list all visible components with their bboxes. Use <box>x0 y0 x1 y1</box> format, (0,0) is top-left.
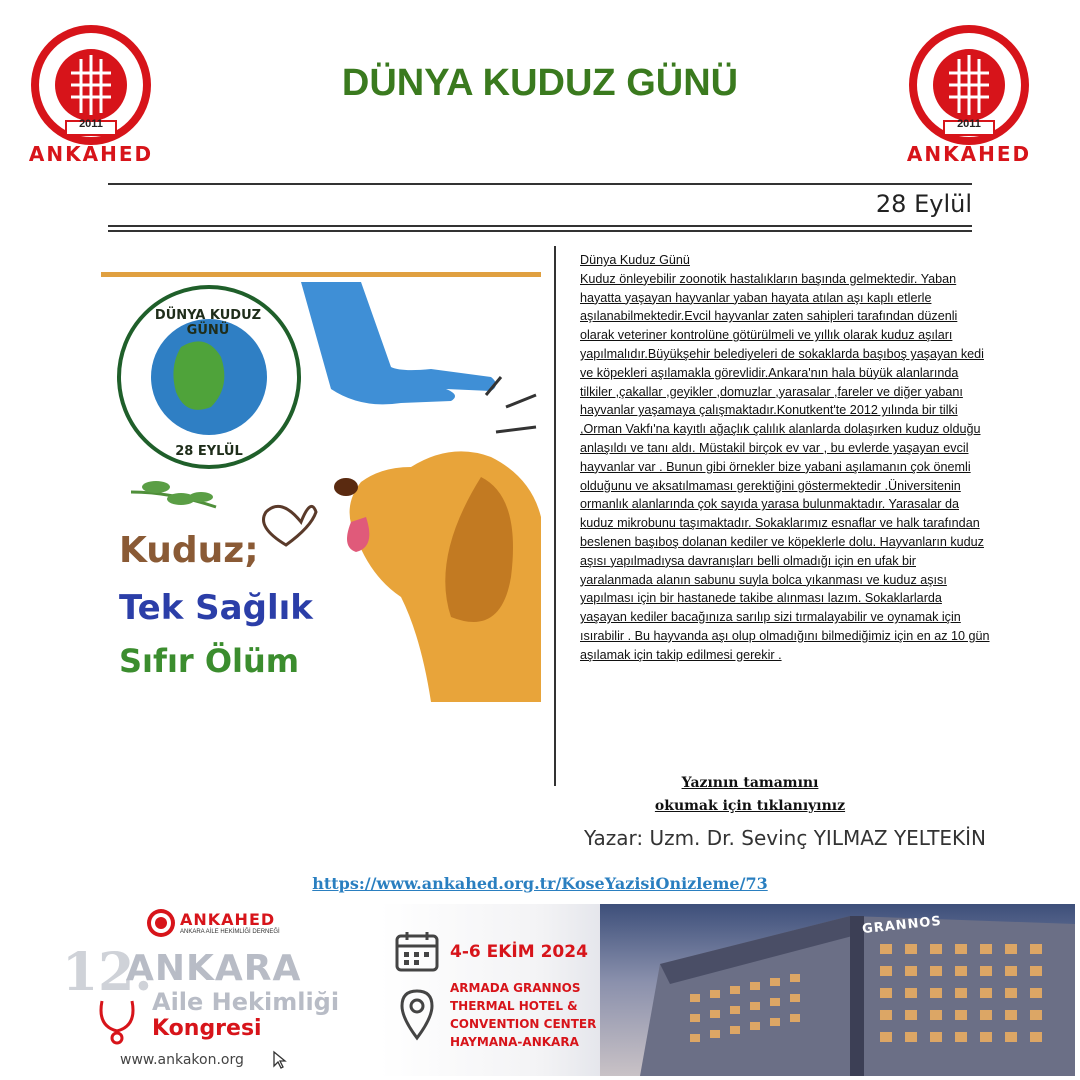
banner-left-panel <box>40 904 380 1076</box>
logo-year: 2011 <box>79 118 103 130</box>
ankahed-seal-icon <box>904 18 1034 158</box>
ankahed-seal-icon <box>26 18 156 158</box>
banner-line-2: Aile Hekimliği <box>152 988 340 1016</box>
banner-website[interactable]: www.ankakon.org <box>120 1052 244 1068</box>
header-rule-bottom-2 <box>108 230 972 232</box>
cursor-click-icon <box>268 1048 290 1070</box>
logo-word: ANKAHED <box>28 142 154 166</box>
hotel-sign: GRANNOS <box>861 913 943 938</box>
poster-illustration <box>101 277 541 702</box>
article-heading: Dünya Kuduz Günü <box>580 253 690 267</box>
poster-ring-date: 28 EYLÜL <box>175 444 243 459</box>
poster-image <box>101 272 541 702</box>
poster-line-1: Kuduz; <box>119 530 259 571</box>
banner-venue-3: CONVENTION CENTER <box>450 1017 597 1031</box>
stethoscope-icon <box>92 996 152 1046</box>
poster-ring-text: DÜNYA KUDUZ GÜNÜ <box>154 308 262 338</box>
event-date: 28 Eylül <box>875 190 972 218</box>
logo-word: ANKAHED <box>906 142 1032 166</box>
banner-venue-4: HAYMANA-ANKARA <box>450 1035 579 1049</box>
header-rule-top <box>108 183 972 185</box>
banner-venue-1: ARMADA GRANNOS <box>450 981 581 995</box>
banner-city: ANKARA <box>126 948 302 989</box>
poster-line-2: Tek Sağlık <box>119 588 313 628</box>
logo-right <box>904 18 1034 166</box>
column-divider <box>554 246 556 786</box>
read-more-link[interactable] <box>600 772 900 818</box>
hotel-photo <box>600 904 1075 1076</box>
banner-line-3: Kongresi <box>152 1016 262 1041</box>
read-more-line-2: okumak için tıklanıyınız <box>654 798 846 814</box>
banner-org-sub: ANKARA AİLE HEKİMLİĞİ DERNEĞİ <box>180 929 280 935</box>
read-more-line-1: Yazının tamamını <box>681 775 819 791</box>
page-title: DÜNYA KUDUZ GÜNÜ <box>341 62 739 104</box>
hotel-building-illustration <box>600 904 1075 1076</box>
article-url-link[interactable]: https://www.ankahed.org.tr/KoseYazisiOnizleme/73 <box>312 874 768 893</box>
banner-venue-2: THERMAL HOTEL & <box>450 999 578 1013</box>
article-paragraph: Kuduz önleyebilir zoonotik hastalıkların başında gelmektedir. Yaban hayatta yaşayan hayvanlar yaban hayata atılan aşı kaplı etlerle aşılanabilmektedir.Evcil hayvanlar zaten sahipleri tarafından düzenli olarak veteriner kontrolüne götürülmeli ve yıllık olarak kuduz aşıları yapılmalıdır.Büyükşehir belediyeleri de sokaklarda başıboş yaşayan kedi ve köpekleri aşılamakla görevlidir.Ankara'nın hala büyük alanlarında tilkiler ,çakallar ,geyikler ,domuzlar ,yarasalar ,fareler ve diğer yabanı hayvanlar yaşamaya çalışmaktadır.Konutkent'te 2012 yılında bir tilki ,Orman Vakfı'na kayıtlı ağaçlık çalılık alanlarda dolaşırken kuduz olduğu anlaşıldı ve tanı aldı. Müstakil birçok ev var , bu evlerde yaşayan evcil hayvanlar var . Bunun gibi örnekler bize yabani aşılamanın çok önemli olduğunu ve aksatılmaması gerektiğini göstermektedir .Üniversitenin ormanlık alanlarında çok sayıda yarasa bulunmaktadır. Yarasalar da kuduz mikrobunu taşımaktadır. Sokaklarımız esnaflar ve halk tarafından beslenen başıboş dolanan kediler ve köpeklerle dolu. Hayvanların kuduz aşısı yapılmadıysa davranışları belli olmadığı için en ufak bir yaralanmada alanın sabunu suyla bolca yıkanması ve kuduz aşısı yapılması için bir hastanede takibe alınması lazım. Sokaklarlarda yaşayan kediler bacağınıza sarılıp sizi tırmalayabilir ve oynamak için ısırabilir . Bu hayvanda aşı olup olmadığını bilmediğimiz için en az 10 gün aşılamak için takip edilmesi gerekir . <box>580 271 990 662</box>
logo-year: 2011 <box>957 118 981 130</box>
article-body <box>580 251 992 665</box>
congress-banner[interactable] <box>40 904 1075 1076</box>
calendar-icon <box>394 930 440 974</box>
header-rule-bottom-1 <box>108 225 972 227</box>
banner-edition: 12. <box>62 942 153 1003</box>
banner-dates: 4-6 EKİM 2024 <box>450 942 588 962</box>
author-credit: Yazar: Uzm. Dr. Sevinç YILMAZ YELTEKİN <box>584 826 987 850</box>
logo-left <box>26 18 156 166</box>
poster-line-3: Sıfır Ölüm <box>119 642 300 680</box>
ankahed-seal-icon <box>146 908 176 938</box>
location-pin-icon <box>398 988 436 1044</box>
banner-org-word: ANKAHED <box>180 910 276 929</box>
